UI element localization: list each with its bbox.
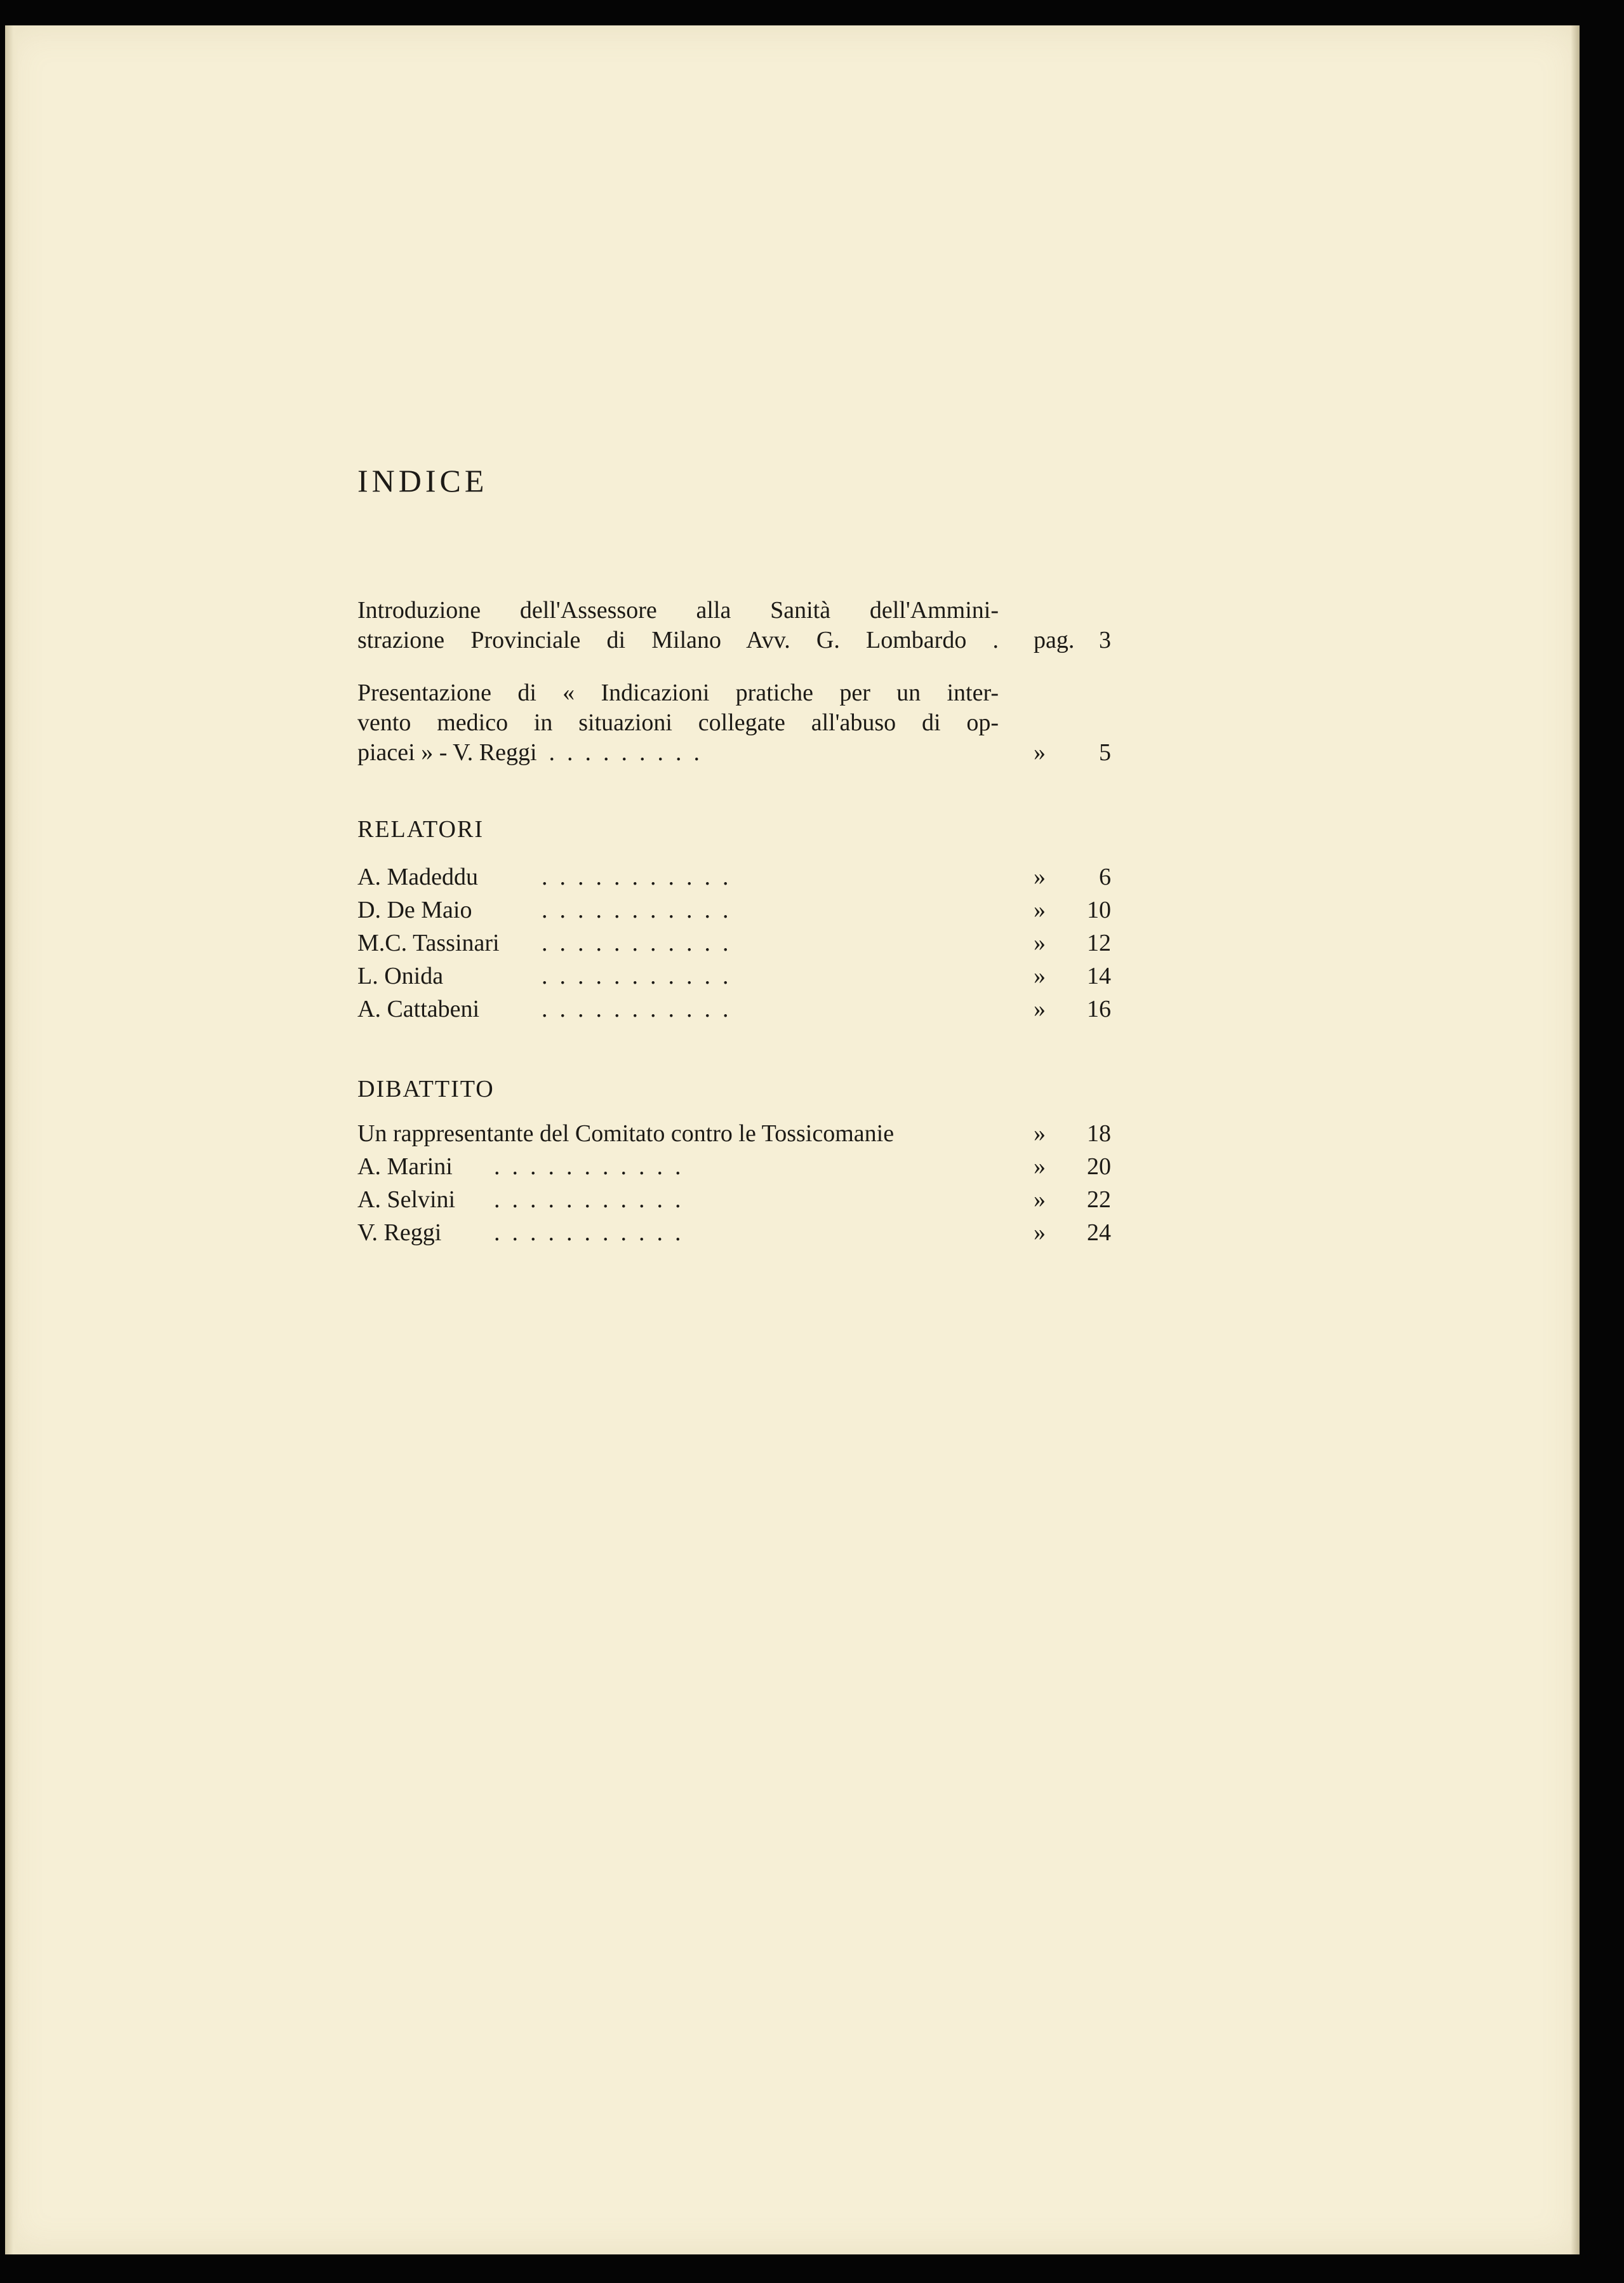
paper-sheet — [5, 25, 1580, 2254]
speaker-name: A. Marini — [357, 1153, 453, 1180]
speaker-name: V. Reggi — [357, 1219, 442, 1246]
entry-line: strazione Provinciale di Milano Avv. G. Lombardo . — [357, 627, 999, 653]
page-marker: » — [1034, 864, 1046, 890]
page-number: 16 — [1087, 996, 1111, 1022]
entry-line: piacei » - V. Reggi . . . . . . . . . — [357, 739, 700, 766]
speaker-name: M.C. Tassinari — [357, 930, 500, 956]
page-number: 12 — [1087, 930, 1111, 956]
toc-item — [357, 1152, 453, 1182]
toc-item — [357, 1119, 894, 1149]
speaker-name: A. Madeddu — [357, 864, 478, 890]
toc-item — [357, 862, 478, 892]
leader-dots: . . . . . . . . . . . — [542, 897, 729, 923]
leader-dots: . . . . . . . . . . . — [494, 1186, 681, 1213]
page-number: 5 — [1099, 739, 1111, 766]
page-marker: » — [1034, 1186, 1046, 1213]
page-marker: » — [1034, 1153, 1046, 1180]
leader-dots: . . . . . . . . . . . — [494, 1153, 681, 1180]
page-marker: » — [1034, 930, 1046, 956]
page-number: 22 — [1087, 1186, 1111, 1213]
entry-line: Presentazione di « Indicazioni pratiche per un inter- — [357, 680, 999, 706]
toc-item — [357, 1218, 441, 1248]
speaker-name: A. Selvini — [357, 1186, 456, 1213]
toc-entry-presentation — [357, 678, 999, 708]
toc-item — [357, 961, 443, 991]
page-marker: » — [1034, 1120, 1046, 1147]
toc-entry-introduction — [357, 596, 999, 626]
entry-line: Introduzione dell'Assessore alla Sanità dell'Ammini- — [357, 597, 999, 624]
leader-dots: . . . . . . . . . . . — [542, 996, 729, 1022]
page-title: INDICE — [357, 463, 488, 499]
entry-line: vento medico in situazioni collegate all'abuso di op- — [357, 709, 999, 736]
toc-item — [357, 1185, 455, 1215]
page-number: 3 — [1099, 627, 1111, 653]
toc-entry-presentation-line-2 — [357, 708, 999, 738]
leader-dots: . . . . . . . . . . . — [542, 963, 729, 989]
page-number: 14 — [1087, 963, 1111, 989]
toc-entry-introduction-line-2 — [357, 626, 999, 655]
page-number: 6 — [1099, 864, 1111, 890]
leader-dots: . . . . . . . . . . . — [542, 864, 729, 890]
toc-item — [357, 928, 500, 958]
toc-entry-presentation-line-3 — [357, 738, 700, 768]
page-number: 24 — [1087, 1219, 1111, 1246]
speaker-name: L. Onida — [357, 963, 444, 989]
page-marker: » — [1034, 739, 1046, 766]
page-number: 18 — [1087, 1120, 1111, 1147]
speaker-name: D. De Maio — [357, 897, 472, 923]
table-of-contents — [5, 25, 1580, 2254]
speaker-name: A. Cattabeni — [357, 996, 480, 1022]
page-number: 20 — [1087, 1153, 1111, 1180]
speaker-name: Un rappresentante del Comitato contro le Tossicomanie — [357, 1120, 895, 1147]
section-heading-relatori: RELATORI — [357, 816, 484, 843]
section-heading-dibattito: DIBATTITO — [357, 1076, 495, 1102]
toc-item — [357, 895, 472, 925]
leader-dots: . . . . . . . . . . . — [542, 930, 729, 956]
page-marker: » — [1034, 1219, 1046, 1246]
leader-dots: . . . . . . . . . . . — [494, 1219, 681, 1246]
page-marker: » — [1034, 996, 1046, 1022]
page-marker: pag. — [1034, 627, 1075, 653]
page-marker: » — [1034, 963, 1046, 989]
page-number: 10 — [1087, 897, 1111, 923]
page-marker: » — [1034, 897, 1046, 923]
toc-item — [357, 994, 479, 1024]
